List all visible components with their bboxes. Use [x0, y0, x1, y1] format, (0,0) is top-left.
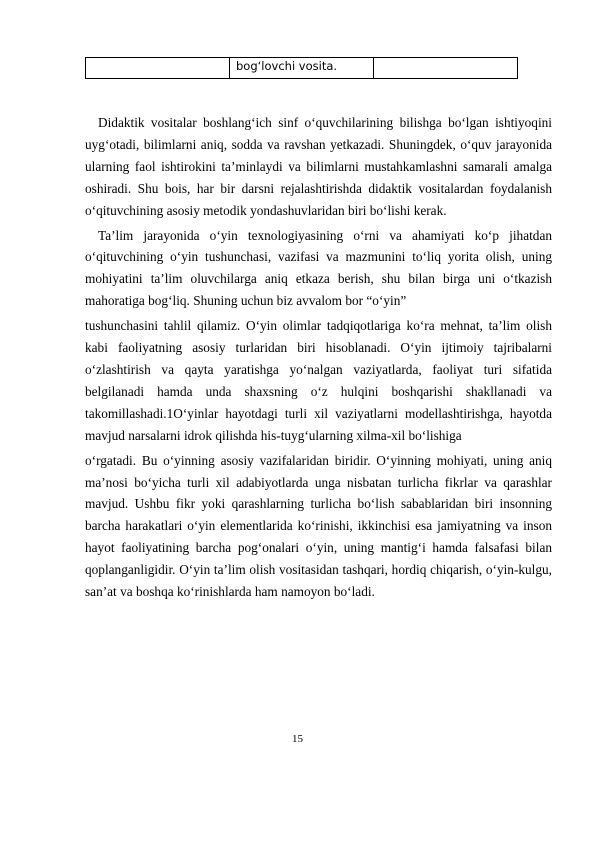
table-row [86, 58, 518, 79]
paragraph-game-essence: o‘rgatadi. Bu o‘yinning asosiy vazifalaridan biridir. O‘yinning mohiyati, uning aniq ma’nosi bo‘yicha turli xil adabiyotlarda unga nisbatan turlicha fikrlar va qarashlar mavjud. Ushbu fikr yoki qarashlarning turlicha bo‘lish sabablaridan biri insonning barcha harakatlari o‘yin elementlarida ko‘rinishi, ikkinchisi esa jamiyatning va inson hayot faoliyatining barcha pog‘onalari o‘yin, uning mantig‘i hamda falsafasi bilan qoplanganligidir. O‘yin ta’lim olish vositasidan tashqari, hordiq chiqarish, o‘yin-kulgu, san’at va boshqa ko‘rinishlarda ham namoyon bo‘ladi. [85, 452, 552, 600]
body-text [85, 112, 552, 606]
table-cell: bog‘lovchi vosita. [230, 58, 374, 79]
paragraph-game-concept: tushunchasini tahlil qilamiz. O‘yin olimlar tadqiqotlariga ko‘ra mehnat, ta’lim olish kabi faoliyatning asosiy turlaridan biri hisoblanadi. O‘yin ijtimoiy tajribalarni o‘zlashtirish va qayta yaratishga yo‘nalgan vaziyatlarda, faoliyat turi sifatida belgilanadi hamda unda shaxsning o‘z hulqini boshqarishi shakllanadi va takomillashadi.1O‘yinlar hayotdagi turli xil vaziyatlarni modellashtirishga, hayotda mavjud narsalarni idrok qilishda his-tuyg‘ularning xilma-xil bo‘lishiga [85, 318, 552, 443]
paragraph-didactic-tools: Didaktik vositalar boshlang‘ich sinf o‘quvchilarining bilishga bo‘lgan ishtiyoqini uyg‘otadi, bilimlarni aniq, sodda va ravshan yetkazadi. Shuningdek, o‘quv jarayonida ularning faol ishtirokini ta’minlaydi va bilimlarni mustahkamlashni samarali amalga oshiradi. Shu bois, har bir darsni rejalashtirishda didaktik vositalardan foydalanish o‘qituvchining asosiy metodik yondashuvlaridan biri bo‘lishi kerak. [85, 115, 552, 218]
table-cell [86, 58, 230, 79]
table-cell [374, 58, 518, 79]
page-number: 15 [292, 733, 303, 745]
table-fragment [85, 57, 518, 79]
paragraph-game-technology: Ta’lim jarayonida o‘yin texnologiyasining o‘rni va ahamiyati ko‘p jihatdan o‘qituvchining o‘yin tushunchasi, vazifasi va mazmunini to‘liq yorita olish, uning mohiyatini ta’lim oluvchilarga aniq etkaza berish, shu bilan birga uni o‘tkazish mahoratiga bog‘liq. Shuning uchun biz avvalom bor “o‘yin” [85, 227, 552, 309]
